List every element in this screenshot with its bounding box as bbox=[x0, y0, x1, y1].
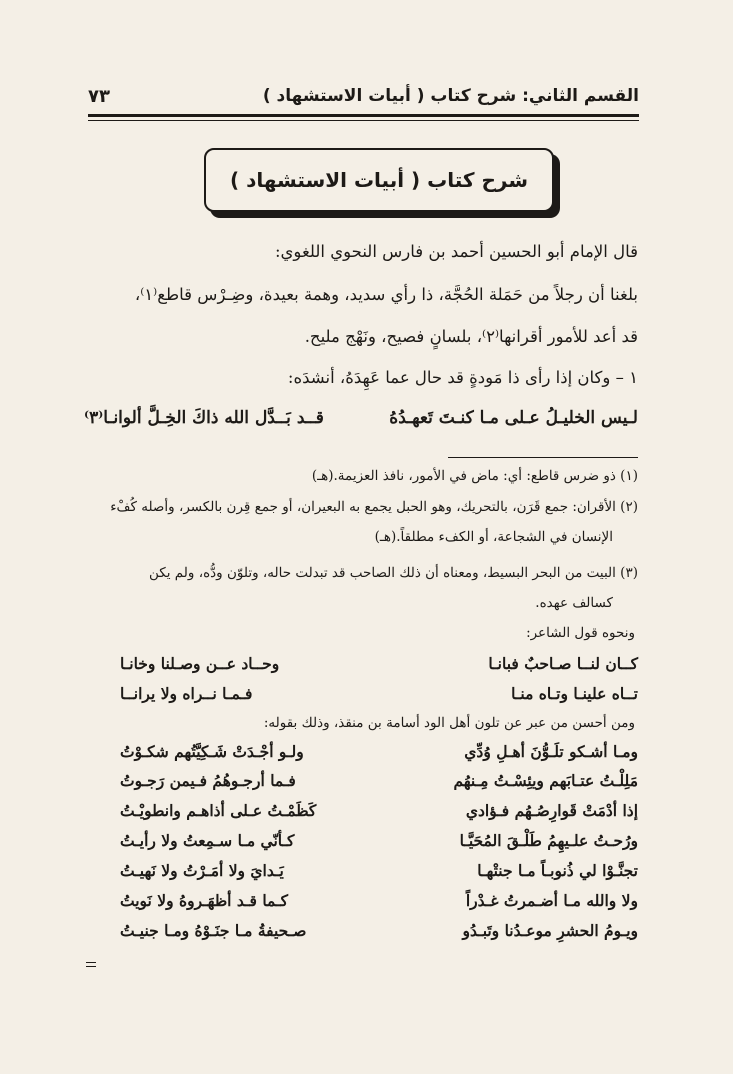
poem-hemistich-1: ولا والله مـا أضـمرتُ غـدْراً bbox=[465, 891, 638, 910]
verse-1-hemistich-1: لـيس الخليـلُ عـلى مـا كنـتَ تَعهـدُهُ bbox=[389, 408, 638, 428]
poem-hemistich-2: صـحيفةُ مـا جنَـوْهُ ومـا جنيـتُ bbox=[120, 921, 307, 940]
poem-hemistich-2: وحــاد عــن وصـلنا وخانـا bbox=[120, 654, 280, 673]
poem-verse bbox=[120, 921, 638, 947]
running-title: القسم الثاني: شرح كتاب ( أبيات الاستشهاد ) bbox=[262, 86, 639, 106]
poem-verse bbox=[120, 742, 638, 768]
footnote-3: (٣) البيت من البحر البسيط، ومعناه أن ذلك الصاحب قد تبدلت حاله، وتلوّن ودُّه، ولم يكن bbox=[149, 565, 638, 581]
poem-verse bbox=[120, 654, 638, 680]
poem-hemistich-1: مَلِلْـتُ عتـابَهم ويئِسْـتُ مِـنهُم bbox=[453, 771, 638, 790]
footnote-2-continued: الإنسان في الشجاعة، أو الكفء مطلقاً.(هـ) bbox=[374, 529, 613, 545]
poem-hemistich-1: تجنَّـوْا لي ذُنوبـاً مـا جنتْهـا bbox=[477, 861, 638, 880]
section-title-box bbox=[204, 148, 554, 212]
poem-hemistich-2: يَـدايَ ولا أمَـرْتُ ولا نَهيـتُ bbox=[120, 861, 284, 880]
intro-line-3: قد أعد للأمور أقرانها⁽٢⁾، بلسانٍ فصيح، ونَهْج مليح. bbox=[304, 327, 638, 346]
poem-verse bbox=[120, 891, 638, 917]
intro-line-2: بلغنا أن رجلاً من حَمَلة الحُجَّة، ذا رأي سديد، وهمة بعيدة، وضِـرْس قاطع⁽١⁾، bbox=[134, 285, 638, 304]
poem-verse bbox=[120, 771, 638, 797]
section-title: شرح كتاب ( أبيات الاستشهاد ) bbox=[229, 168, 529, 192]
poem-verse bbox=[120, 861, 638, 887]
poem-hemistich-2: فـمـا نــراه ولا يرانــا bbox=[120, 684, 253, 703]
footnote-poem-intro: ونحوه قول الشاعر: bbox=[526, 625, 635, 641]
footnote-2: (٢) الأقران: جمع قَرَن، بالتحريك، وهو الحبل يجمع به البعيران، أو جمع قِرن بالكسر، وأصله كُفْء bbox=[110, 499, 638, 515]
footnote-separator bbox=[448, 457, 638, 458]
poem-hemistich-1: كــان لنــا صـاحبٌ فبانـا bbox=[488, 654, 638, 673]
numbered-item-1: ١ – وكان إذا رأى ذا مَودةٍ قد حال عما عَهِدَهُ، أنشدَه: bbox=[287, 368, 638, 387]
poem-verse bbox=[120, 684, 638, 710]
page-number: ٧٣ bbox=[88, 86, 110, 107]
footnote-end-mark bbox=[86, 962, 96, 970]
poem-hemistich-2: ولـو أجْـدَتْ شَـكِيَّتُهم شكـوْتُ bbox=[120, 742, 304, 761]
poem-hemistich-2: كَظَمْـتُ عـلى أذاهـم وانطويْـتُ bbox=[120, 801, 317, 820]
header-rule-thick bbox=[88, 114, 639, 117]
poem-hemistich-2: كـأنّي مـا سـمِعتُ ولا رأيـتُ bbox=[120, 831, 295, 850]
footnote-1: (١) ذو ضرس قاطع: أي: ماض في الأمور، نافذ العزيمة.(هـ) bbox=[311, 468, 638, 484]
poem-hemistich-2: كـما قـد أظهَـروهُ ولا نَويتُ bbox=[120, 891, 288, 910]
poem-verse bbox=[120, 831, 638, 857]
footnote-3-continued: كسالف عهده. bbox=[535, 595, 613, 611]
running-header bbox=[88, 86, 639, 108]
poem-hemistich-1: إذا أدْمَتْ قَوارِصُـهُم فـؤادي bbox=[465, 801, 638, 820]
poem-hemistich-1: ومـا أشـكو تلَـوُّنَ أهـلِ وُدِّي bbox=[464, 742, 638, 761]
poem-hemistich-2: فـما أرجـوهُمُ فـيمن رَجـوتُ bbox=[120, 771, 296, 790]
poem-hemistich-1: ورُحـتُ علـيهِمُ طَلْـقَ المُحَيَّـا bbox=[459, 831, 638, 850]
poem-verse bbox=[120, 801, 638, 827]
footnote-poem-intro-2: ومن أحسن من عبر عن تلون أهل الود أسامة بن منقذ، وذلك بقوله: bbox=[263, 715, 635, 731]
verse-1-hemistich-2: قــد بَــدَّل الله ذاكَ الخِـلَّ ألوانـا⁽٣⁾ bbox=[84, 408, 324, 428]
intro-line-1: قال الإمام أبو الحسين أحمد بن فارس النحوي اللغوي: bbox=[274, 242, 638, 261]
header-rule-thin bbox=[88, 120, 639, 121]
poem-hemistich-1: ويـومُ الحشرِ موعـدُنا وتَبـدُو bbox=[462, 921, 638, 940]
poem-hemistich-1: تــاه علينـا وتـاه منـا bbox=[511, 684, 638, 703]
